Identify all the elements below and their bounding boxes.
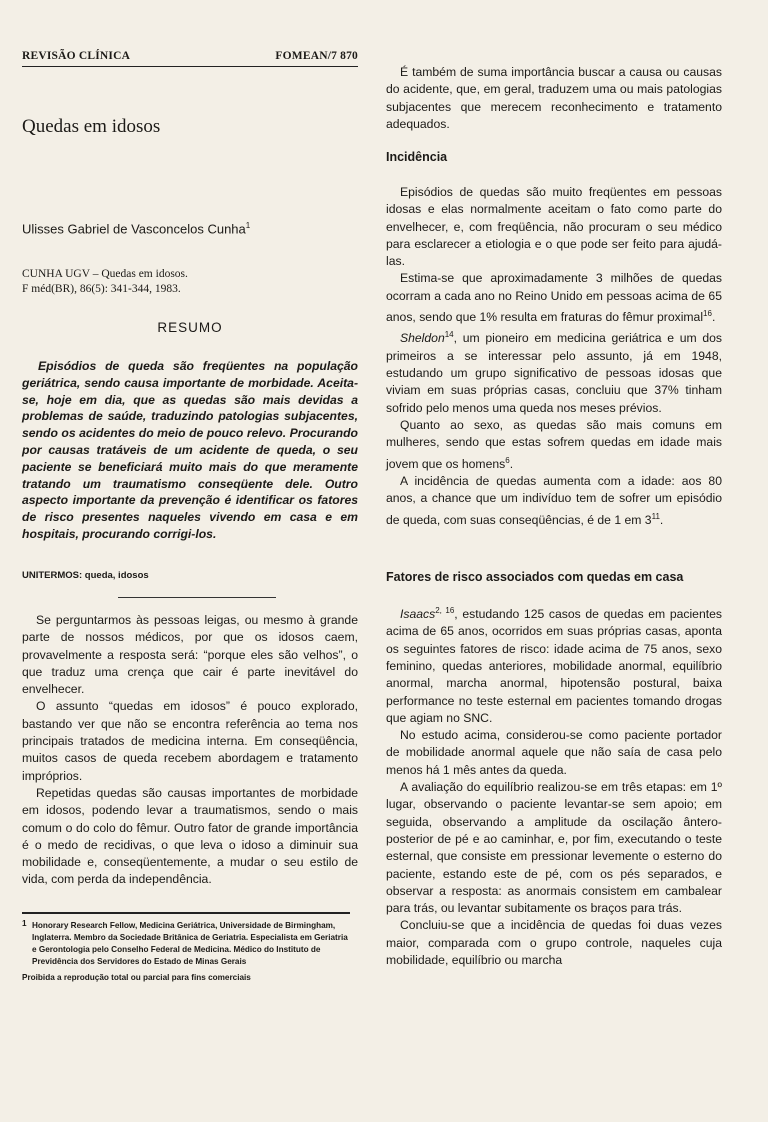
body-paragraph: Quanto ao sexo, as quedas são mais comuns em mulheres, sendo que estas sofrem quedas em idade mais jovem que os homens$^6$. (386, 417, 722, 471)
footnote (22, 920, 350, 984)
incidencia-body (386, 184, 722, 529)
paragraph-text: , estudando 125 casos de quedas em pacientes acima de 65 anos, ocorridos em suas próprias casas, aponta os seguintes fatores de risco: idade acima de 75 anos, sexo feminino, quedas anteriores, mobilidade anormal, equilíbrio anormal, marcha anormal, hipotensão postural, baixa performance no teste esternal em pacientes tomando drogas que agiam no SNC. (386, 607, 722, 725)
abstract-heading: RESUMO (157, 320, 223, 335)
body-paragraph (386, 602, 722, 727)
body-paragraph: Se perguntarmos às pessoas leigas, ou mesmo à grande parte de nossos médicos, por que os idosos caem, provavelmente a resposta será: “porque eles são velhos”, o que traduz uma crença que cair é parte inevitável do envelhecer. (22, 613, 358, 697)
citation (22, 267, 188, 297)
author-line (22, 221, 250, 236)
citation-line-1: CUNHA UGV – Quedas em idosos. (22, 268, 188, 280)
journal-code: FOMEAN/7 870 (275, 50, 358, 62)
cited-author: Isaacs (400, 607, 436, 622)
body-paragraph (386, 326, 722, 417)
incidencia-section (386, 150, 722, 164)
citation-line-2: F méd(BR), 86(5): 341-344, 1983. (22, 283, 181, 295)
section-label: REVISÃO CLÍNICA (22, 50, 131, 62)
reference-mark: 14 (444, 330, 454, 340)
footnote-rule (22, 912, 350, 914)
article-title: Quedas em idosos (22, 116, 161, 137)
intro-paragraph: É também de suma importância buscar a causa ou causas do acidente, que, em geral, traduzem uma ou mais patologias subjacentes que merecem reconhecimento e tratamento adequados. (386, 65, 722, 131)
fatores-body (386, 602, 722, 969)
reference-mark: 16 (703, 309, 712, 319)
body-paragraph: A incidência de quedas aumenta com a idade: aos 80 anos, a chance que um indivíduo tem de sofrer um episódio de queda, com suas conseqüências, é de 1 em $3^{11}$. (386, 473, 722, 527)
author-footnote-mark: 1 (245, 221, 251, 230)
body-paragraph: Estima-se que aproximadamente 3 milhões de quedas ocorram a cada ano no Reino Unido em pessoas acima de 65 anos, sendo que 1% resulta em fraturas do fêmur proximal$^{16}$. (386, 271, 722, 325)
body-paragraph: Episódios de quedas são muito freqüentes em pessoas idosas e elas normalmente aceitam o fato como parte do envelhecer, e, com freqüência, não procuram o seu médico para esclarecer a etiologia e o que pode ser feito para ajudá-las. (386, 185, 722, 269)
paragraph-text: A incidência de quedas aumenta com a idade: aos 80 anos, a chance que um indivíduo tem de sofrer um episódio de queda, com suas conseqüências, é de 1 em 3 (386, 473, 722, 527)
body-paragraph: A avaliação do equilíbrio realizou-se em três etapas: em 1º lugar, observando o paciente levantar-se sem apoio; em seguida, observando a amplitude da oscilação ântero-posterior de pé e ao caminhar, e, por fim, executando o teste esternal, que consiste em pressionar levemente o esterno do paciente, estando este de pé, com os pés separados, e observar a resposta: as anormais consistem em cambalear para trás, ou levantar subitamente os braços para trás. (386, 780, 722, 916)
abstract-divider (118, 597, 276, 598)
running-header (22, 48, 358, 67)
cited-author: Sheldon (400, 331, 445, 346)
reference-mark: 11 (651, 511, 660, 521)
body-paragraph: No estudo acima, considerou-se como paciente portador de mobilidade anormal aquele que não saía de casa pelo menos há 1 mês antes da queda. (386, 728, 722, 777)
keywords: UNITERMOS: queda, idosos (22, 570, 149, 581)
intro-block (386, 64, 722, 133)
paragraph-text: Quanto ao sexo, as quedas são mais comuns em mulheres, sendo que estas sofrem quedas em idade mais jovem que os homens (386, 417, 722, 471)
body-paragraph: O assunto “quedas em idosos” é pouco explorado, bastando ver que não se encontra referência ao tema nos principais tratados de medicina interna. Em conseqüência, muitos casos de queda recebem abordagem e tratamento impróprios. (22, 699, 358, 783)
body-paragraph: Concluiu-se que a incidência de quedas foi duas vezes maior, comparada com o grupo controle, naqueles cuja mobilidade, equilíbrio ou marcha (386, 918, 722, 967)
author-name: Ulisses Gabriel de Vasconcelos Cunha (22, 221, 246, 237)
section-heading-incidencia: Incidência (386, 150, 448, 164)
footnote-text: Honorary Research Fellow, Medicina Geriátrica, Universidade de Birmingham, Inglaterra. Membro da Sociedade Britânica de Geriatria. Especialista em Geriatria e Gerontologia pelo Conselho Federal de Medicina. Médico do Instituto de Previdência dos Servidores do Estado de Minas Gerais (32, 921, 348, 966)
fatores-section (386, 570, 722, 584)
rights-notice: Proibida a reprodução total ou parcial para fins comerciais (22, 973, 251, 982)
left-body-text (22, 612, 358, 889)
reference-mark: 2, 16 (435, 606, 455, 615)
reference-mark: 6 (505, 455, 510, 465)
paragraph-text: Estima-se que aproximadamente 3 milhões de quedas ocorram a cada ano no Reino Unido em pessoas acima de 65 anos, sendo que 1% resulta em fraturas do fêmur proximal (386, 271, 722, 325)
footnote-number: 1 (22, 919, 27, 928)
section-heading-fatores: Fatores de risco associados com quedas em casa (386, 570, 684, 584)
abstract-text: Episódios de queda são freqüentes na população geriátrica, sendo causa importante de morbidade. Aceita-se, hoje em dia, que as quedas são mais devidas a problemas de saúde, traduzindo patologias subjacentes, sendo os acidentes do meio de pouco relevo. Procurando por causas tratáveis de um acidente de queda, o seu paciente se beneficiará muito mais do que meramente tratando um traumatismo conseqüente dele. Outro aspecto importante da prevenção é identificar os fatores de risco presentes naqueles vivendo em casa e em hospitais, procurando corrigi-los. (22, 359, 358, 541)
body-paragraph: Repetidas quedas são causas importantes de morbidade em idosos, podendo levar a traumatismos, sendo o mais comum o do colo do fêmur. Outro fator de grande importância é o medo de recidivas, o que leva o idoso a diminuir sua mobilidade e, conseqüentemente, a mudar o seu estilo de vida, com perda da independência. (22, 785, 358, 887)
paragraph-text: , um pioneiro em medicina geriátrica e um dos primeiros a se interessar pelo assunto, já em 1948, estudando um grupo significativo de pessoas idosas que viviam em suas próprias casas, concluiu que 37% tinham sofrido pelo menos uma queda nos meses prévios. (386, 331, 722, 415)
